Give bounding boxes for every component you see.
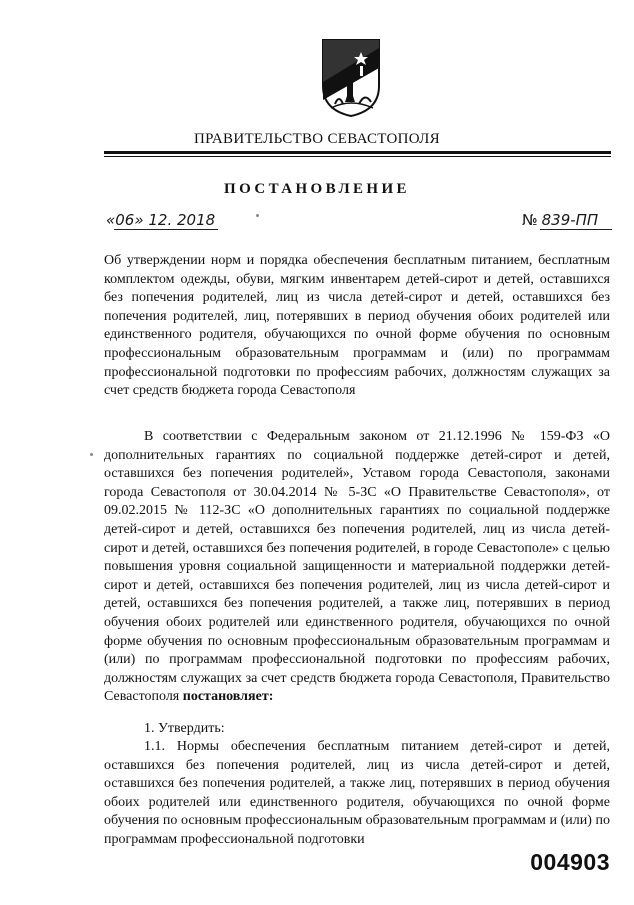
number-sign: № bbox=[522, 211, 538, 229]
sevastopol-coat-of-arms-icon bbox=[321, 38, 381, 118]
item-1: 1. Утвердить: bbox=[144, 721, 225, 736]
legal-basis-paragraph bbox=[104, 428, 610, 707]
decree-title: Об утверждении норм и порядка обеспечения бесплатным питанием, бесплатным комплектом одежды, обуви, мягким инвентарем детей-сирот и детей, оставшихся без попечения родителей, лиц из числа детей-сирот и детей, оставшихся без попечения родителей, лиц, потерявших в период обучения обоих родителей или единственного родителя, обучающихся по очной форме обучения по основным профессиональным образовательным программам и (или) по программам профессиональной подготовки по профессиям рабочих, должностям служащих за счет средств бюджета города Севастополя bbox=[104, 253, 610, 399]
serial-number: 004903 bbox=[530, 849, 610, 875]
government-name: ПРАВИТЕЛЬСТВО СЕВАСТОПОЛЯ bbox=[194, 131, 440, 147]
scan-speck bbox=[256, 214, 259, 217]
number-value: 839-ПП bbox=[541, 211, 599, 229]
scan-speck bbox=[90, 453, 93, 456]
decree-number bbox=[522, 211, 598, 230]
number-underline bbox=[540, 229, 612, 230]
legal-basis-text: В соответствии с Федеральным законом от 21.12.1996 № 159-ФЗ «О дополнительных гарантиях по социальной поддержке детей-сирот и детей, оставшихся без попечения родителей», Уставом города Севастополя, законами города Севастополя от 30.04.2014 № 5-ЗС «О Правительстве Севастополя», от 09.02.2015 № 112-ЗС «О дополнительных гарантиях по социальной поддержке детей-сирот и детей, оставшихся без попечения родителей, лиц из числа детей-сирот и детей, оставшихся без попечения родителей, в городе Севастополе» с целью повышения уровня социальной защищенности и материальной поддержки детей-сирот и детей, оставшихся без попечения родителей, лиц из числа детей-сирот и детей, оставшихся без попечения родителей, а также лиц, потерявших в период обучения обоих родителей или единственного родителя, обучающихся по очной форме обучения по основным профессиональным образовательным программам и (или) по программам профессиональной подготовки по профессиям рабочих, должностям служащих за счет средств бюджета города Севастополя, Правительство Севастополя bbox=[104, 429, 610, 705]
decree-date: «06» 12. 2018 bbox=[106, 211, 216, 229]
document-type-title: ПОСТАНОВЛЕНИЕ bbox=[224, 181, 410, 197]
date-underline bbox=[114, 229, 218, 230]
header-rule-thick bbox=[104, 151, 611, 154]
header-rule-thin bbox=[104, 156, 611, 157]
decree-word: постановляет: bbox=[182, 689, 274, 705]
item-1-1: 1.1. Нормы обеспечения бесплатным питанием детей-сирот и детей, оставшихся без попечения родителей, лиц из числа детей-сирот и детей, оставшихся без попечения родителей, а также лиц, потерявших в период обучения обоих родителей или единственного родителя, обучающихся по очной форме обучения по основным профессиональным образовательным программам и (или) по программам профессиональной подготовки bbox=[104, 739, 610, 847]
